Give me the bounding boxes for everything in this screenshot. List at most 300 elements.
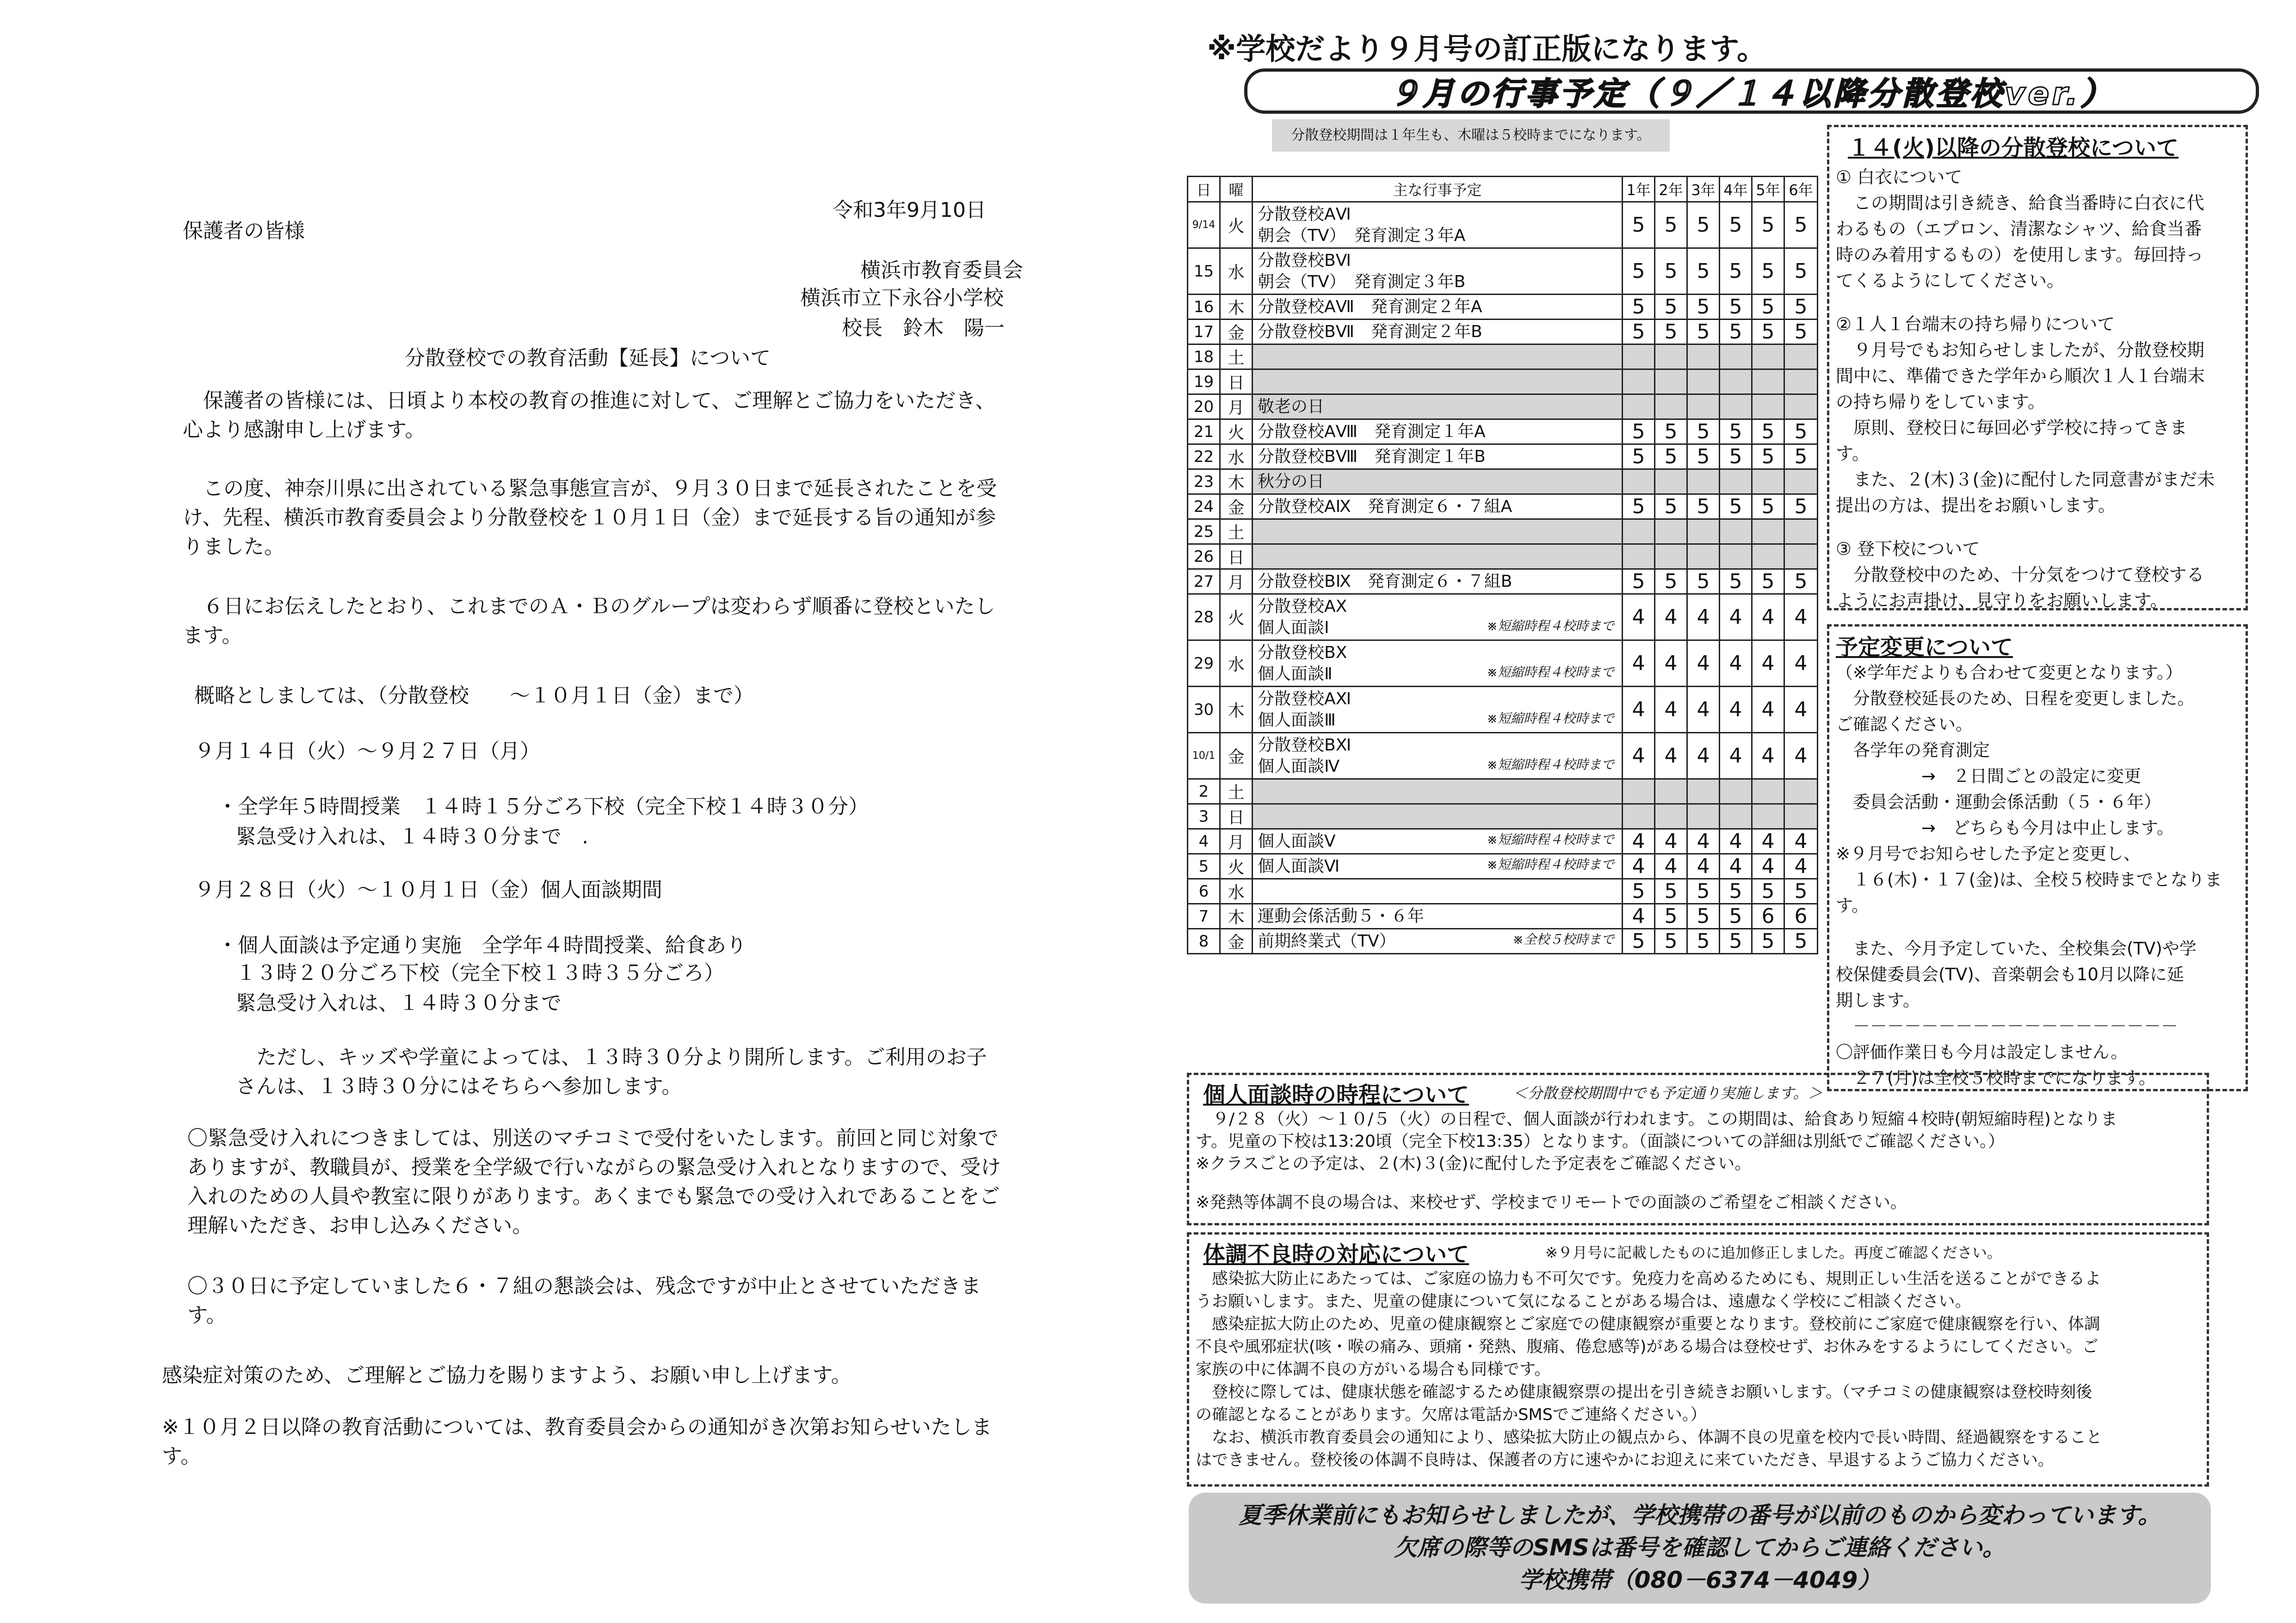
period-count: 5 — [1655, 444, 1687, 469]
schedule-row — [1188, 904, 1818, 929]
event-line1: 分散登校BⅦ 発育測定２年B — [1258, 322, 1482, 341]
period-count — [1720, 519, 1752, 544]
period-count — [1655, 469, 1687, 494]
period-count — [1655, 804, 1687, 829]
row-weekday: 金 — [1220, 320, 1253, 344]
period-count: 6 — [1752, 904, 1784, 929]
row-date: 26 — [1188, 544, 1220, 569]
event-line1: 分散登校BⅪ — [1258, 735, 1352, 755]
box-line: → ２日間ごとの設定に変更 — [1836, 766, 2142, 786]
row-event — [1253, 419, 1623, 444]
period-count — [1720, 369, 1752, 394]
period-count: 5 — [1623, 320, 1655, 344]
period-count: 5 — [1655, 569, 1687, 594]
distributed-box-text — [1836, 164, 2243, 614]
period-count — [1687, 779, 1720, 804]
period-count — [1655, 369, 1687, 394]
box-line: ２７(月)は全校５校時までになります。 — [1836, 1068, 2156, 1088]
box-line: 原則、登校日に毎回必ず学校に持ってきま — [1836, 418, 2188, 438]
period-count: 4 — [1720, 829, 1752, 854]
period-count: 5 — [1687, 295, 1720, 320]
period-count: 5 — [1655, 419, 1687, 444]
box-line: この期間は引き続き、給食当番時に白衣に代 — [1836, 193, 2204, 213]
box-line: てくるようにしてください。 — [1836, 270, 2065, 291]
event-line1: 分散登校BⅩ — [1258, 643, 1347, 662]
phone-notice-line1: 夏季休業前にもお知らせしましたが、学校携帯の番号が以前のものから変わっています。 — [1239, 1502, 2161, 1529]
row-weekday: 土 — [1220, 519, 1253, 544]
period-count — [1623, 519, 1655, 544]
period-count: 5 — [1720, 295, 1752, 320]
row-weekday: 月 — [1220, 569, 1253, 594]
period-count: 5 — [1655, 248, 1687, 295]
period-count: 4 — [1623, 594, 1655, 640]
period-count — [1784, 519, 1818, 544]
period-count: 4 — [1752, 733, 1784, 779]
period-count — [1655, 544, 1687, 569]
period-count: 4 — [1655, 594, 1687, 640]
header-cell: 6年 — [1784, 177, 1818, 202]
box-line — [1836, 294, 2243, 311]
box-line: －－－－－－－－－－－－－－－－－－－ — [1836, 1016, 2178, 1036]
period-count — [1784, 779, 1818, 804]
period-count — [1687, 519, 1720, 544]
row-event — [1253, 687, 1623, 733]
period-count — [1623, 369, 1655, 394]
summary-line: 概略としましては、（分散登校 ～１０月１日（金）まで） — [194, 684, 754, 707]
row-event — [1253, 779, 1623, 804]
row-date: 23 — [1188, 469, 1220, 494]
row-date: 9/14 — [1188, 202, 1220, 248]
period-count: 5 — [1752, 494, 1784, 519]
event-line1: 分散登校AⅩ — [1258, 596, 1347, 616]
illness-box-subtitle: ※９月号に記載したものに追加修正しました。再度ご確認ください。 — [1545, 1244, 2002, 1261]
illness-box-title: 体調不良時の対応について — [1203, 1242, 1469, 1267]
school-phone-notice — [1189, 1493, 2211, 1604]
period-count: 5 — [1784, 569, 1818, 594]
period-count: 5 — [1720, 569, 1752, 594]
event-line1: 分散登校BⅧ 発育測定１年B — [1258, 447, 1486, 466]
period-count: 5 — [1687, 879, 1720, 904]
period-count — [1752, 344, 1784, 369]
row-date: 2 — [1188, 779, 1220, 804]
schedule-row — [1188, 829, 1818, 854]
row-date: 21 — [1188, 419, 1220, 444]
period-count — [1687, 804, 1720, 829]
period-count — [1623, 394, 1655, 419]
box-line: ９/２８（火）～１０/５（火）の日程で、個人面談が行われます。この期間は、給食あり短縮４校時(朝短縮時程)となりま — [1196, 1110, 2117, 1129]
box-line: 家族の中に体調不良の方がいる場合も同様です。 — [1196, 1360, 1551, 1379]
period-count — [1784, 804, 1818, 829]
period-count: 5 — [1687, 569, 1720, 594]
period-count: 4 — [1687, 733, 1720, 779]
period-count: 4 — [1784, 640, 1818, 687]
box-line: 感染症拡大防止のため、児童の健康観察とご家庭での健康観察が重要となります。登校前にご家庭で健康観察を行い、体調 — [1196, 1315, 2100, 1334]
sender-board: 横浜市教育委員会 — [860, 258, 1023, 282]
event-line1: 分散登校AⅨ 発育測定６・７組A — [1258, 497, 1512, 516]
period-count — [1752, 369, 1784, 394]
row-weekday: 木 — [1220, 904, 1253, 929]
period-count — [1655, 779, 1687, 804]
period-count: 5 — [1720, 904, 1752, 929]
period-count: 4 — [1655, 640, 1687, 687]
box-line: 分散登校中のため、十分気をつけて登校する — [1836, 565, 2204, 585]
box-line: す。 — [1836, 443, 1870, 464]
letter-title: 分散登校での教育活動【延長】について — [405, 346, 771, 370]
row-date: 3 — [1188, 804, 1220, 829]
period-count — [1623, 344, 1655, 369]
row-weekday: 日 — [1220, 804, 1253, 829]
schedule-row — [1188, 202, 1818, 248]
row-event — [1253, 804, 1623, 829]
event-line2: 朝会（TV） 発育測定３年B — [1258, 272, 1466, 291]
period-count: 5 — [1752, 202, 1784, 248]
period-count — [1623, 544, 1655, 569]
period-count: 5 — [1784, 419, 1818, 444]
letter-page — [0, 0, 1133, 1623]
event-line2: 朝会（TV） 発育測定３年A — [1258, 226, 1466, 245]
box-line: また、今月予定していた、全校集会(TV)や学 — [1836, 939, 2197, 959]
period-count: 4 — [1720, 687, 1752, 733]
period-count: 4 — [1655, 854, 1687, 879]
period-count: 4 — [1752, 829, 1784, 854]
header-cell: 曜 — [1220, 177, 1253, 202]
event-note: ※全校５校時まで — [1512, 932, 1614, 947]
row-event — [1253, 544, 1623, 569]
period-count — [1623, 779, 1655, 804]
letter-date: 令和3年9月10日 — [833, 198, 986, 222]
period-count: 5 — [1655, 494, 1687, 519]
period-count: 4 — [1752, 640, 1784, 687]
period-count: 4 — [1720, 594, 1752, 640]
box-line: 感染拡大防止にあたっては、ご家庭の協力も不可欠です。免疫力を高めるためにも、規則正しい生活を送ることができるよ — [1196, 1270, 2101, 1288]
schedule-row — [1188, 544, 1818, 569]
period-count: 4 — [1623, 640, 1655, 687]
schedule-row — [1188, 804, 1818, 829]
period-count — [1687, 344, 1720, 369]
emergency-note: 〇緊急受け入れにつきましては、別送のマチコミで受付をいたします。前回と同じ対象でありますが、教職員が、授業を全学級で行いながらの緊急受け入れとなりますので、受け入れのための人員や教室に限りがあります。あくまでも緊急での受け入れであることをご理解いただき、お申し込みください。 — [187, 1126, 1001, 1237]
row-date: 6 — [1188, 879, 1220, 904]
event-line1: 分散登校BⅨ 発育測定６・７組B — [1258, 572, 1512, 591]
schedule-row — [1188, 295, 1818, 320]
row-event — [1253, 829, 1623, 854]
paragraph-extension: この度、神奈川県に出されている緊急事態宣言が、９月３０日まで延長されたことを受け、先程、横浜市教育委員会より分散登校を１０月１日（金）まで延長する旨の通知が参りました。 — [183, 477, 997, 559]
period-count: 4 — [1623, 687, 1655, 733]
period-count: 5 — [1687, 494, 1720, 519]
period-count: 5 — [1720, 879, 1752, 904]
row-date: 29 — [1188, 640, 1220, 687]
box-line: ②１人１台端末の持ち帰りについて — [1836, 314, 2115, 334]
row-date: 30 — [1188, 687, 1220, 733]
row-event — [1253, 494, 1623, 519]
period-count: 5 — [1784, 295, 1818, 320]
row-event — [1253, 519, 1623, 544]
box-line: 期します。 — [1836, 990, 1920, 1010]
row-event — [1253, 202, 1623, 248]
box-line: 間中に、準備できた学年から順次１人１台端末 — [1836, 366, 2205, 386]
period-count — [1720, 394, 1752, 419]
schedule-subnote: 分散登校期間は１年生も、木曜は５校時までになります。 — [1272, 119, 1670, 152]
illness-response-box — [1187, 1232, 2209, 1487]
row-event — [1253, 444, 1623, 469]
period-count: 5 — [1623, 929, 1655, 954]
schedule-banner — [1244, 68, 2259, 114]
period-count: 4 — [1687, 829, 1720, 854]
period-count: 5 — [1784, 444, 1818, 469]
period-count: 5 — [1623, 202, 1655, 248]
row-weekday: 月 — [1220, 394, 1253, 419]
row-date: 7 — [1188, 904, 1220, 929]
row-date: 8 — [1188, 929, 1220, 954]
row-weekday: 火 — [1220, 419, 1253, 444]
period1-classes: ・全学年５時間授業 １４時１５分ごろ下校（完全下校１４時３０分） — [217, 795, 869, 818]
period-count: 5 — [1752, 444, 1784, 469]
header-cell: 1年 — [1623, 177, 1655, 202]
schedule-row — [1188, 569, 1818, 594]
period-count: 5 — [1623, 879, 1655, 904]
box-line: 各学年の発育測定 — [1836, 740, 1990, 760]
row-weekday: 水 — [1220, 879, 1253, 904]
box-line: はできません。登校後の体調不良時は、保護者の方に速やかにお迎えに来ていただき、早退するようご協力ください。 — [1196, 1451, 2054, 1469]
event-line2: 個人面談Ⅱ — [1258, 664, 1333, 683]
period-count: 5 — [1720, 202, 1752, 248]
period-count — [1784, 344, 1818, 369]
period-count: 4 — [1623, 904, 1655, 929]
header-cell: 5年 — [1752, 177, 1784, 202]
schedule-table — [1187, 176, 1818, 954]
header-cell: 日 — [1188, 177, 1220, 202]
row-date: 15 — [1188, 248, 1220, 295]
period-count: 4 — [1720, 733, 1752, 779]
correction-notice: ※学校だより９月号の訂正版になります。 — [1207, 32, 1767, 67]
box-line — [1196, 1175, 2204, 1192]
schedule-row — [1188, 469, 1818, 494]
schedule-row — [1188, 369, 1818, 394]
period-count — [1655, 394, 1687, 419]
period-count: 5 — [1687, 904, 1720, 929]
sender-school: 横浜市立下永谷小学校 — [800, 286, 1004, 310]
row-event — [1253, 929, 1623, 954]
row-event — [1253, 854, 1623, 879]
box-line: ③ 登下校について — [1836, 539, 1980, 559]
period-count: 5 — [1752, 879, 1784, 904]
row-date: 18 — [1188, 344, 1220, 369]
box-line: ※発熱等体調不良の場合は、来校せず、学校までリモートでの面談のご希望をご相談ください。 — [1196, 1193, 1907, 1212]
period-count: 5 — [1784, 929, 1818, 954]
row-event — [1253, 369, 1623, 394]
box-line: ※９月号でお知らせした予定と変更し、 — [1836, 844, 2141, 864]
period-count — [1752, 469, 1784, 494]
schedule-row — [1188, 344, 1818, 369]
period-count: 5 — [1687, 419, 1720, 444]
period1-heading: ９月１４日（火）～９月２７日（月） — [194, 739, 540, 763]
period-count: 5 — [1687, 320, 1720, 344]
period-count: 4 — [1655, 733, 1687, 779]
period-count: 4 — [1623, 733, 1655, 779]
period-count — [1720, 804, 1752, 829]
period-count — [1623, 469, 1655, 494]
box-line: → どちらも今月は中止します。 — [1836, 818, 2174, 838]
row-event — [1253, 879, 1623, 904]
period-count: 5 — [1687, 444, 1720, 469]
interview-box-text — [1196, 1108, 2204, 1214]
box-line: 不良や風邪症状(咳・喉の痛み、頭痛・発熱、腹痛、倦怠感等)がある場合は登校せず、お休みをするようにしてください。ご — [1196, 1338, 2098, 1356]
header-cell: 4年 — [1720, 177, 1752, 202]
row-date: 20 — [1188, 394, 1220, 419]
row-event — [1253, 394, 1623, 419]
event-line1: 個人面談Ⅴ — [1258, 831, 1336, 851]
row-event — [1253, 904, 1623, 929]
row-weekday: 金 — [1220, 929, 1253, 954]
period-count: 4 — [1752, 594, 1784, 640]
period2-afterschool: ただし、キッズや学童によっては、１３時３０分より開所します。ご利用のお子さんは、１３時３０分にはそちらへ参加します。 — [236, 1045, 987, 1098]
period-count: 4 — [1623, 829, 1655, 854]
event-line1: 分散登校AⅦ 発育測定２年A — [1258, 297, 1482, 316]
row-weekday: 木 — [1220, 295, 1253, 320]
period-count — [1687, 394, 1720, 419]
row-event — [1253, 248, 1623, 295]
schedule-row — [1188, 419, 1818, 444]
row-weekday: 土 — [1220, 344, 1253, 369]
header-cell: 主な行事予定 — [1253, 177, 1623, 202]
box-line — [1836, 919, 2243, 936]
period-count — [1784, 469, 1818, 494]
meeting-cancel-note: 〇３０日に予定していました６・７組の懇談会は、残念ですが中止とさせていただきます。 — [187, 1274, 981, 1327]
schedule-row — [1188, 320, 1818, 344]
period-count — [1752, 804, 1784, 829]
newsletter-page — [1133, 0, 2296, 1623]
period-count: 4 — [1784, 854, 1818, 879]
row-date: 17 — [1188, 320, 1220, 344]
event-note: ※短縮時程４校時まで — [1487, 664, 1614, 680]
period-count: 5 — [1687, 248, 1720, 295]
period-count: 4 — [1784, 733, 1818, 779]
period-count: 4 — [1687, 594, 1720, 640]
box-line: 提出の方は、提出をお願いします。 — [1836, 495, 2116, 516]
box-line: ９月号でもお知らせしましたが、分散登校期 — [1836, 340, 2204, 360]
interview-box-title: 個人面談時の時程について — [1203, 1082, 1469, 1108]
period-count: 4 — [1784, 687, 1818, 733]
event-note: ※短縮時程４校時まで — [1487, 857, 1614, 872]
letter-addressee: 保護者の皆様 — [183, 219, 305, 243]
schedule-header-row — [1188, 177, 1818, 202]
box-line: また、２(木)３(金)に配付した同意書がまだ未 — [1836, 469, 2215, 490]
period-count: 5 — [1752, 320, 1784, 344]
paragraph-greeting: 保護者の皆様には、日頃より本校の教育の推進に対して、ご理解とご協力をいただき、心より感謝申し上げます。 — [183, 389, 996, 442]
row-event — [1253, 640, 1623, 687]
row-event — [1253, 569, 1623, 594]
period-count: 5 — [1655, 904, 1687, 929]
row-event — [1253, 344, 1623, 369]
period-count — [1784, 369, 1818, 394]
period-count: 4 — [1720, 854, 1752, 879]
event-note: ※短縮時程４校時まで — [1487, 711, 1614, 726]
period2-heading: ９月２８日（火）～１０月１日（金）個人面談期間 — [194, 878, 662, 902]
period2-interviews: ・個人面談は予定通り実施 全学年４時間授業、給食あり — [217, 934, 747, 957]
row-weekday: 水 — [1220, 444, 1253, 469]
event-note: ※短縮時程４校時まで — [1487, 832, 1614, 847]
schedule-row — [1188, 494, 1818, 519]
period1-emergency: 緊急受け入れは、１４時３０分まで . — [236, 825, 588, 848]
period-count: 5 — [1623, 569, 1655, 594]
event-line1: 前期終業式（TV） — [1258, 931, 1396, 951]
box-line: （※学年だよりも合わせて変更となります。） — [1836, 663, 2183, 682]
period-count: 5 — [1784, 202, 1818, 248]
period-count — [1752, 544, 1784, 569]
schedule-row — [1188, 733, 1818, 779]
header-cell: 3年 — [1687, 177, 1720, 202]
row-date: 19 — [1188, 369, 1220, 394]
box-line: 〇評価作業日も今月は設定しません。 — [1836, 1042, 2128, 1062]
period-count — [1752, 394, 1784, 419]
after-oct2-note: ※１０月２日以降の教育活動については、教育委員会からの通知がき次第お知らせいたします。 — [162, 1415, 992, 1468]
period-count: 5 — [1752, 248, 1784, 295]
row-event — [1253, 594, 1623, 640]
schedule-body — [1188, 202, 1818, 954]
box-line: す。児童の下校は13:20頃（完全下校13:35）となります。（面談についての詳細は別紙でご確認ください。） — [1196, 1132, 2005, 1151]
sender-principal: 校長 鈴木 陽一 — [842, 316, 1005, 340]
interview-box-subtitle: ＜分散登校期間中でも予定通り実施します。＞ — [1513, 1084, 1823, 1102]
event-note: ※短縮時程４校時まで — [1487, 757, 1614, 772]
period-count: 5 — [1784, 320, 1818, 344]
box-line: 時のみ着用するもの）を使用します。毎回持っ — [1836, 245, 2203, 265]
period-count — [1687, 469, 1720, 494]
row-date: 5 — [1188, 854, 1220, 879]
period-count: 5 — [1655, 202, 1687, 248]
period-count — [1784, 394, 1818, 419]
banner-title: ９月の行事予定（９／１４以降分散登校ver.） — [1388, 75, 2115, 112]
schedule-row — [1188, 879, 1818, 904]
change-box-title: 予定変更について — [1836, 634, 2013, 660]
period-count: 5 — [1784, 248, 1818, 295]
header-cell: 2年 — [1655, 177, 1687, 202]
period-count: 4 — [1687, 640, 1720, 687]
box-line: ようにお声掛け、見守りをお願いします。 — [1836, 590, 2168, 611]
box-line: なお、横浜市教育委員会の通知により、感染拡大防止の観点から、体調不良の児童を校内で長い時間、経過観察をすること — [1196, 1428, 2103, 1447]
row-date: 24 — [1188, 494, 1220, 519]
row-date: 25 — [1188, 519, 1220, 544]
box-line: １６(木)・１７(金)は、全校５校時までとなります。 — [1836, 870, 2222, 916]
box-line: の確認となることがあります。欠席は電話かSMSでご連絡ください。） — [1196, 1406, 1707, 1424]
period-count: 5 — [1720, 419, 1752, 444]
period-count: 5 — [1720, 929, 1752, 954]
period-count — [1623, 804, 1655, 829]
row-weekday: 土 — [1220, 779, 1253, 804]
paragraph-groups: ６日にお伝えしたとおり、これまでのＡ・Ｂのグループは変わらず順番に登校といたします。 — [183, 595, 995, 647]
period-count: 5 — [1752, 295, 1784, 320]
period-count: 5 — [1720, 444, 1752, 469]
event-line1: 個人面談Ⅵ — [1258, 856, 1340, 876]
period-count: 5 — [1720, 494, 1752, 519]
event-line1: 分散登校BⅥ — [1258, 251, 1351, 270]
row-weekday: 火 — [1220, 594, 1253, 640]
event-line1: 敬老の日 — [1258, 397, 1325, 416]
period-count: 4 — [1752, 687, 1784, 733]
row-date: 10/1 — [1188, 733, 1220, 779]
row-weekday: 月 — [1220, 829, 1253, 854]
box-line: ① 白衣について — [1836, 167, 1963, 187]
phone-notice-line2: 欠席の際等のSMSは番号を確認してからご連絡ください。 — [1394, 1534, 2006, 1561]
schedule-change-box — [1827, 624, 2248, 1091]
row-weekday: 金 — [1220, 494, 1253, 519]
row-date: 27 — [1188, 569, 1220, 594]
row-weekday: 金 — [1220, 733, 1253, 779]
period-count: 5 — [1720, 248, 1752, 295]
period-count: 4 — [1687, 854, 1720, 879]
period-count: 5 — [1623, 494, 1655, 519]
period-count: 4 — [1784, 829, 1818, 854]
row-weekday: 日 — [1220, 369, 1253, 394]
row-date: 22 — [1188, 444, 1220, 469]
